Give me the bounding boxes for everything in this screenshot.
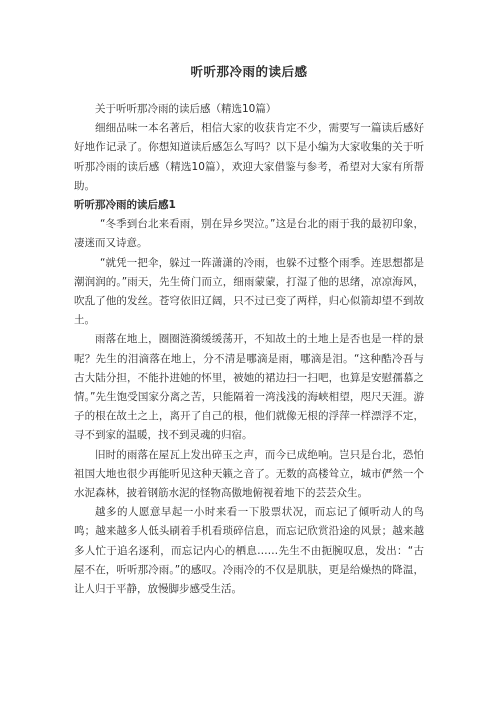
body-paragraph-2: “就凭一把伞，躲过一阵潇潇的冷雨，也躲不过整个雨季。连思想都是潮润润的。”雨天，先生倚门而立，细雨蒙蒙，打湿了他的思绪，凉凉海风，吹乱了他的发丝。苍穹依旧辽阔，只不过已变了两样，归心似箭却望不到故土。 — [74, 256, 424, 327]
document-subtitle: 关于听听那冷雨的读后感（精选10篇） — [95, 103, 277, 115]
intro-paragraph: 细细品味一本名著后，相信大家的收获肯定不少，需要写一篇读后感好好地作记录了。你想知道读后感怎么写吗？以下是小编为大家收集的关于听听那冷雨的读后感（精选10篇），欢迎大家借鉴与参考，希望对大家有所帮助。 — [74, 122, 424, 192]
body-paragraph-3: 雨落在地上，圈圈涟漪缓缓荡开，不知故土的土地上是否也是一样的景呢？先生的泪滴落在地上，分不清是哪滴是雨，哪滴是泪。“这种酷冷吾与古大陆分担，不能扑进她的怀里，被她的裙边扫一扫吧，也算是安慰孺慕之情。”先生饱受国家分离之苦，只能隔着一湾浅浅的海峡相望，咫尺天涯。游子的根在故土之上，离开了自己的根，他们就像无根的浮萍一样漂浮不定，寻不到家的温暖，找不到灵魂的归宿。 — [74, 333, 424, 442]
section-heading: 听听那冷雨的读后感1 — [74, 199, 176, 212]
body-paragraph-1: “冬季到台北来看雨，别在异乡哭泣。”这是台北的雨于我的最初印象，凄迷而又诗意。 — [74, 218, 424, 250]
document-title: 听听那冷雨的读后感 — [190, 64, 308, 79]
body-paragraph-4: 旧时的雨落在屋瓦上发出碎玉之声，而今已成绝响。岂只是台北，恐怕祖国大地也很少再能听见这种天籁之音了。无数的高楼耸立，城市俨然一个水泥森林，披着钢筋水泥的怪物高傲地俯视着地下的芸芸众生。 — [74, 448, 424, 500]
body-paragraph-5: 越多的人愿意早起一小时来看一下股票状况，而忘记了倾听动人的鸟鸣；越来越多人低头刷着手机看琐碎信息，而忘记欣赏沿途的风景；越来越多人忙于追名逐利，而忘记内心的栖息……先生不由扼腕叹息，发出：“古屋不在，听听那冷雨。”的感叹。冷雨冷的不仅是肌肤，更是给燥热的降温，让人归于平静，放慢脚步感受生活。 — [74, 506, 424, 596]
